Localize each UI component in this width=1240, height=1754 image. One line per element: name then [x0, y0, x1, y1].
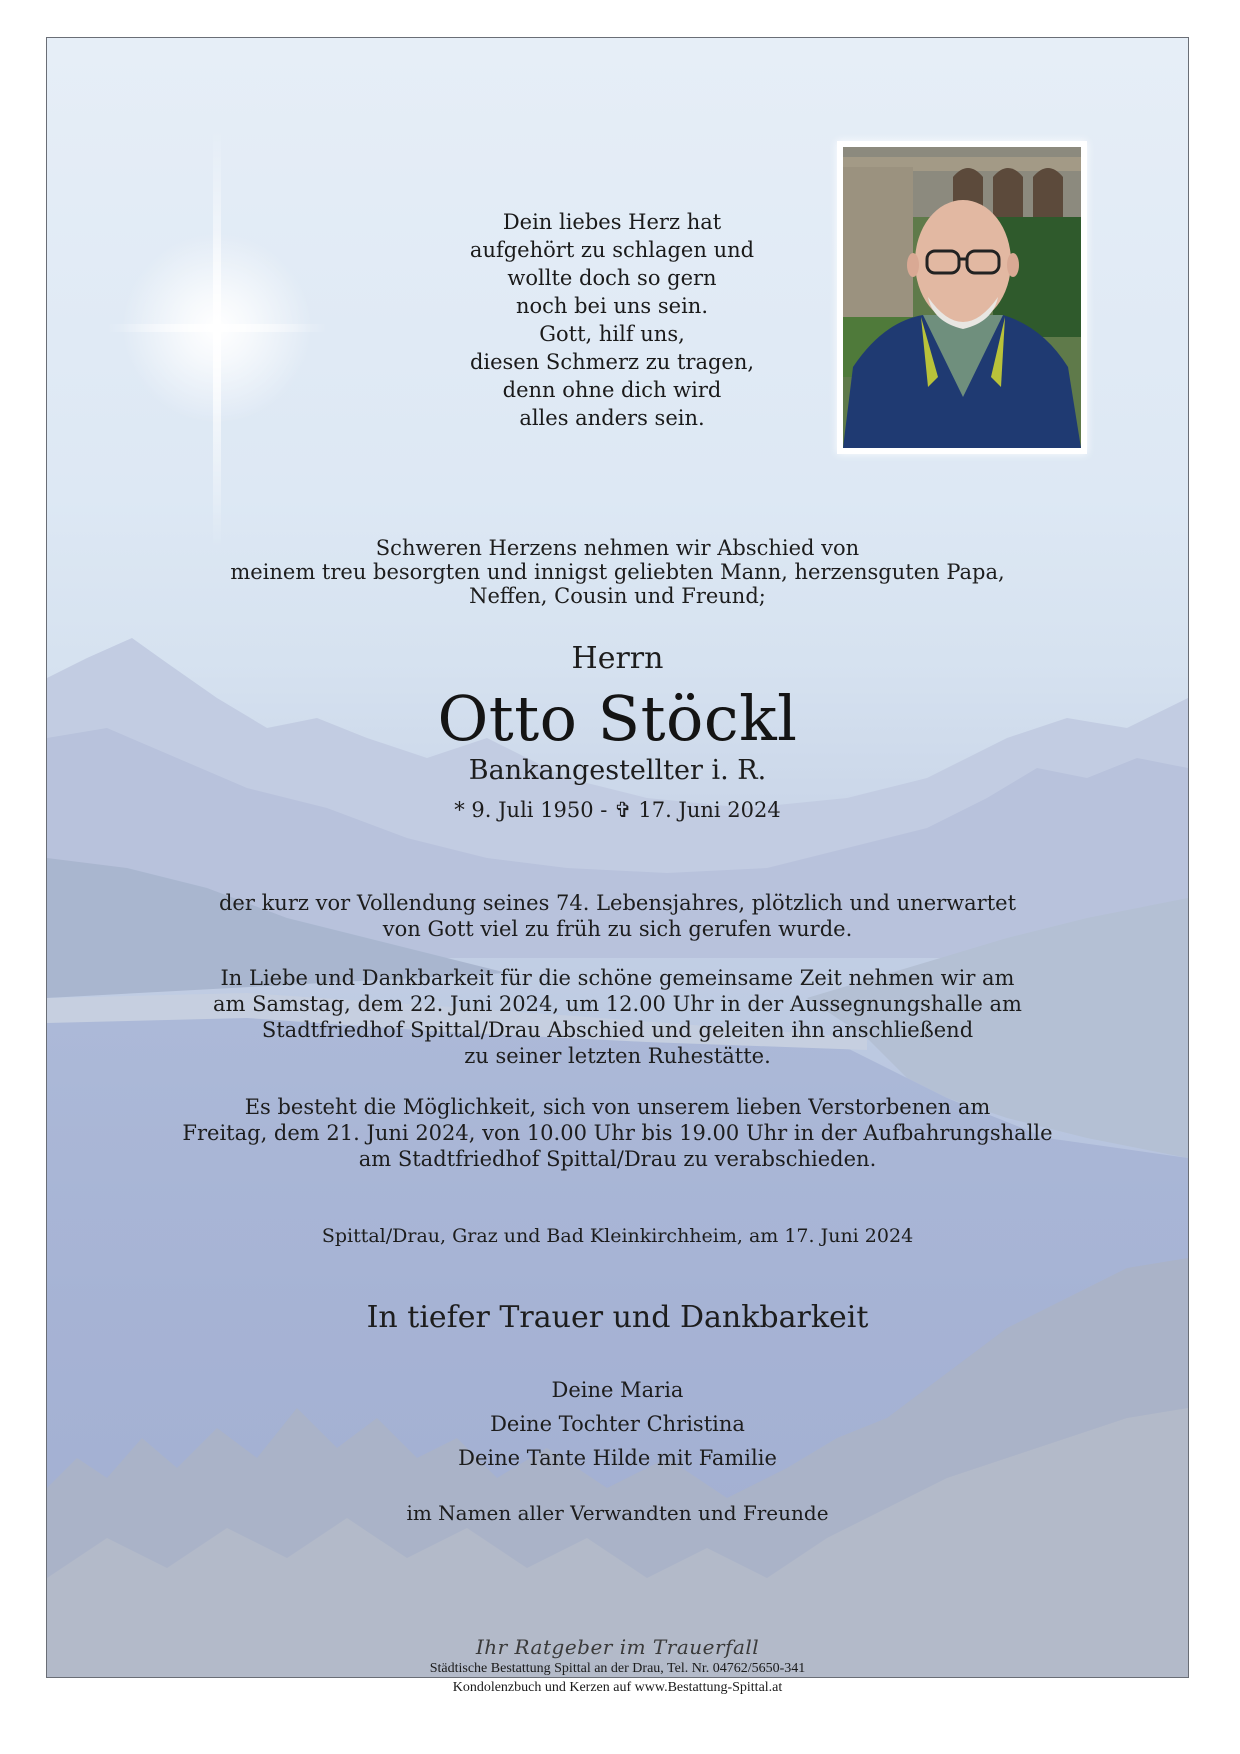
poem-line: diesen Schmerz zu tragen, — [469, 350, 755, 374]
poem-line: Gott, hilf uns, — [539, 322, 685, 346]
intro-line: meinem treu besorgten und innigst geliebten Mann, herzensguten Papa, — [230, 560, 1005, 584]
portrait-image — [843, 147, 1081, 448]
paragraph-line: zu seiner letzten Ruhestätte. — [464, 1044, 771, 1068]
salutation: Herrn — [571, 641, 664, 676]
poem-line: Dein liebes Herz hat — [502, 210, 722, 234]
footer-contact: Städtische Bestattung Spittal an der Drau, Tel. Nr. 04762/5650-341 — [429, 1661, 806, 1676]
paragraph-line: der kurz vor Vollendung seines 74. Lebensjahres, plötzlich und unerwartet — [218, 891, 1017, 915]
poem-line: wollte doch so gern — [507, 266, 717, 290]
paragraph-line: am Samstag, dem 22. Juni 2024, um 12.00 Uhr in der Aussegnungshalle am — [213, 992, 1022, 1016]
paragraph-line: Stadtfriedhof Spittal/Drau Abschied und geleiten ihn anschließend — [261, 1018, 974, 1042]
paragraph-line: In Liebe und Dankbarkeit für die schöne gemeinsame Zeit nehmen wir am — [220, 966, 1015, 990]
family-member: Deine Tante Hilde mit Familie — [458, 1446, 777, 1470]
poem-line: aufgehört zu schlagen und — [469, 238, 755, 262]
footer-tagline: Ihr Ratgeber im Trauerfall — [475, 1635, 760, 1659]
family-member: Deine Maria — [551, 1378, 684, 1402]
intro-line: Neffen, Cousin und Freund; — [469, 584, 766, 608]
portrait-photo — [837, 141, 1087, 454]
paragraph-line: Es besteht die Möglichkeit, sich von unserem lieben Verstorbenen am — [244, 1095, 991, 1119]
relatives-line: im Namen aller Verwandten und Freunde — [406, 1501, 829, 1525]
intro-text — [47, 536, 1188, 608]
sparkle-cross-icon — [107, 128, 327, 548]
poem-line: alles anders sein. — [519, 406, 705, 430]
family-list — [47, 1373, 1188, 1475]
paragraph-line: von Gott viel zu früh zu sich gerufen wurde. — [382, 917, 853, 941]
death-notice-paragraph — [47, 890, 1188, 942]
obituary-card — [46, 37, 1189, 1695]
intro-line: Schweren Herzens nehmen wir Abschied von — [375, 536, 860, 560]
memorial-poem — [422, 208, 802, 432]
paragraph-line: Freitag, dem 21. Juni 2024, von 10.00 Uhr bis 19.00 Uhr in der Aufbahrungshalle — [182, 1121, 1053, 1145]
footer-website: Kondolenzbuch und Kerzen auf www.Bestattung-Spittal.at — [452, 1680, 783, 1695]
place-date: Spittal/Drau, Graz und Bad Kleinkirchheim, am 17. Juni 2024 — [321, 1225, 914, 1247]
family-member: Deine Tochter Christina — [490, 1412, 745, 1436]
funeral-paragraph — [47, 965, 1188, 1069]
poem-line: noch bei uns sein. — [515, 294, 708, 318]
poem-line: denn ohne dich wird — [502, 378, 722, 402]
mourning-heading: In tiefer Trauer und Dankbarkeit — [366, 1300, 869, 1335]
life-dates: * 9. Juli 1950 - ✞ 17. Juni 2024 — [454, 798, 781, 822]
deceased-profession: Bankangestellter i. R. — [468, 755, 767, 786]
paragraph-line: am Stadtfriedhof Spittal/Drau zu verabschieden. — [358, 1147, 877, 1171]
viewing-paragraph — [47, 1094, 1188, 1172]
deceased-name: Otto Stöckl — [437, 682, 798, 755]
